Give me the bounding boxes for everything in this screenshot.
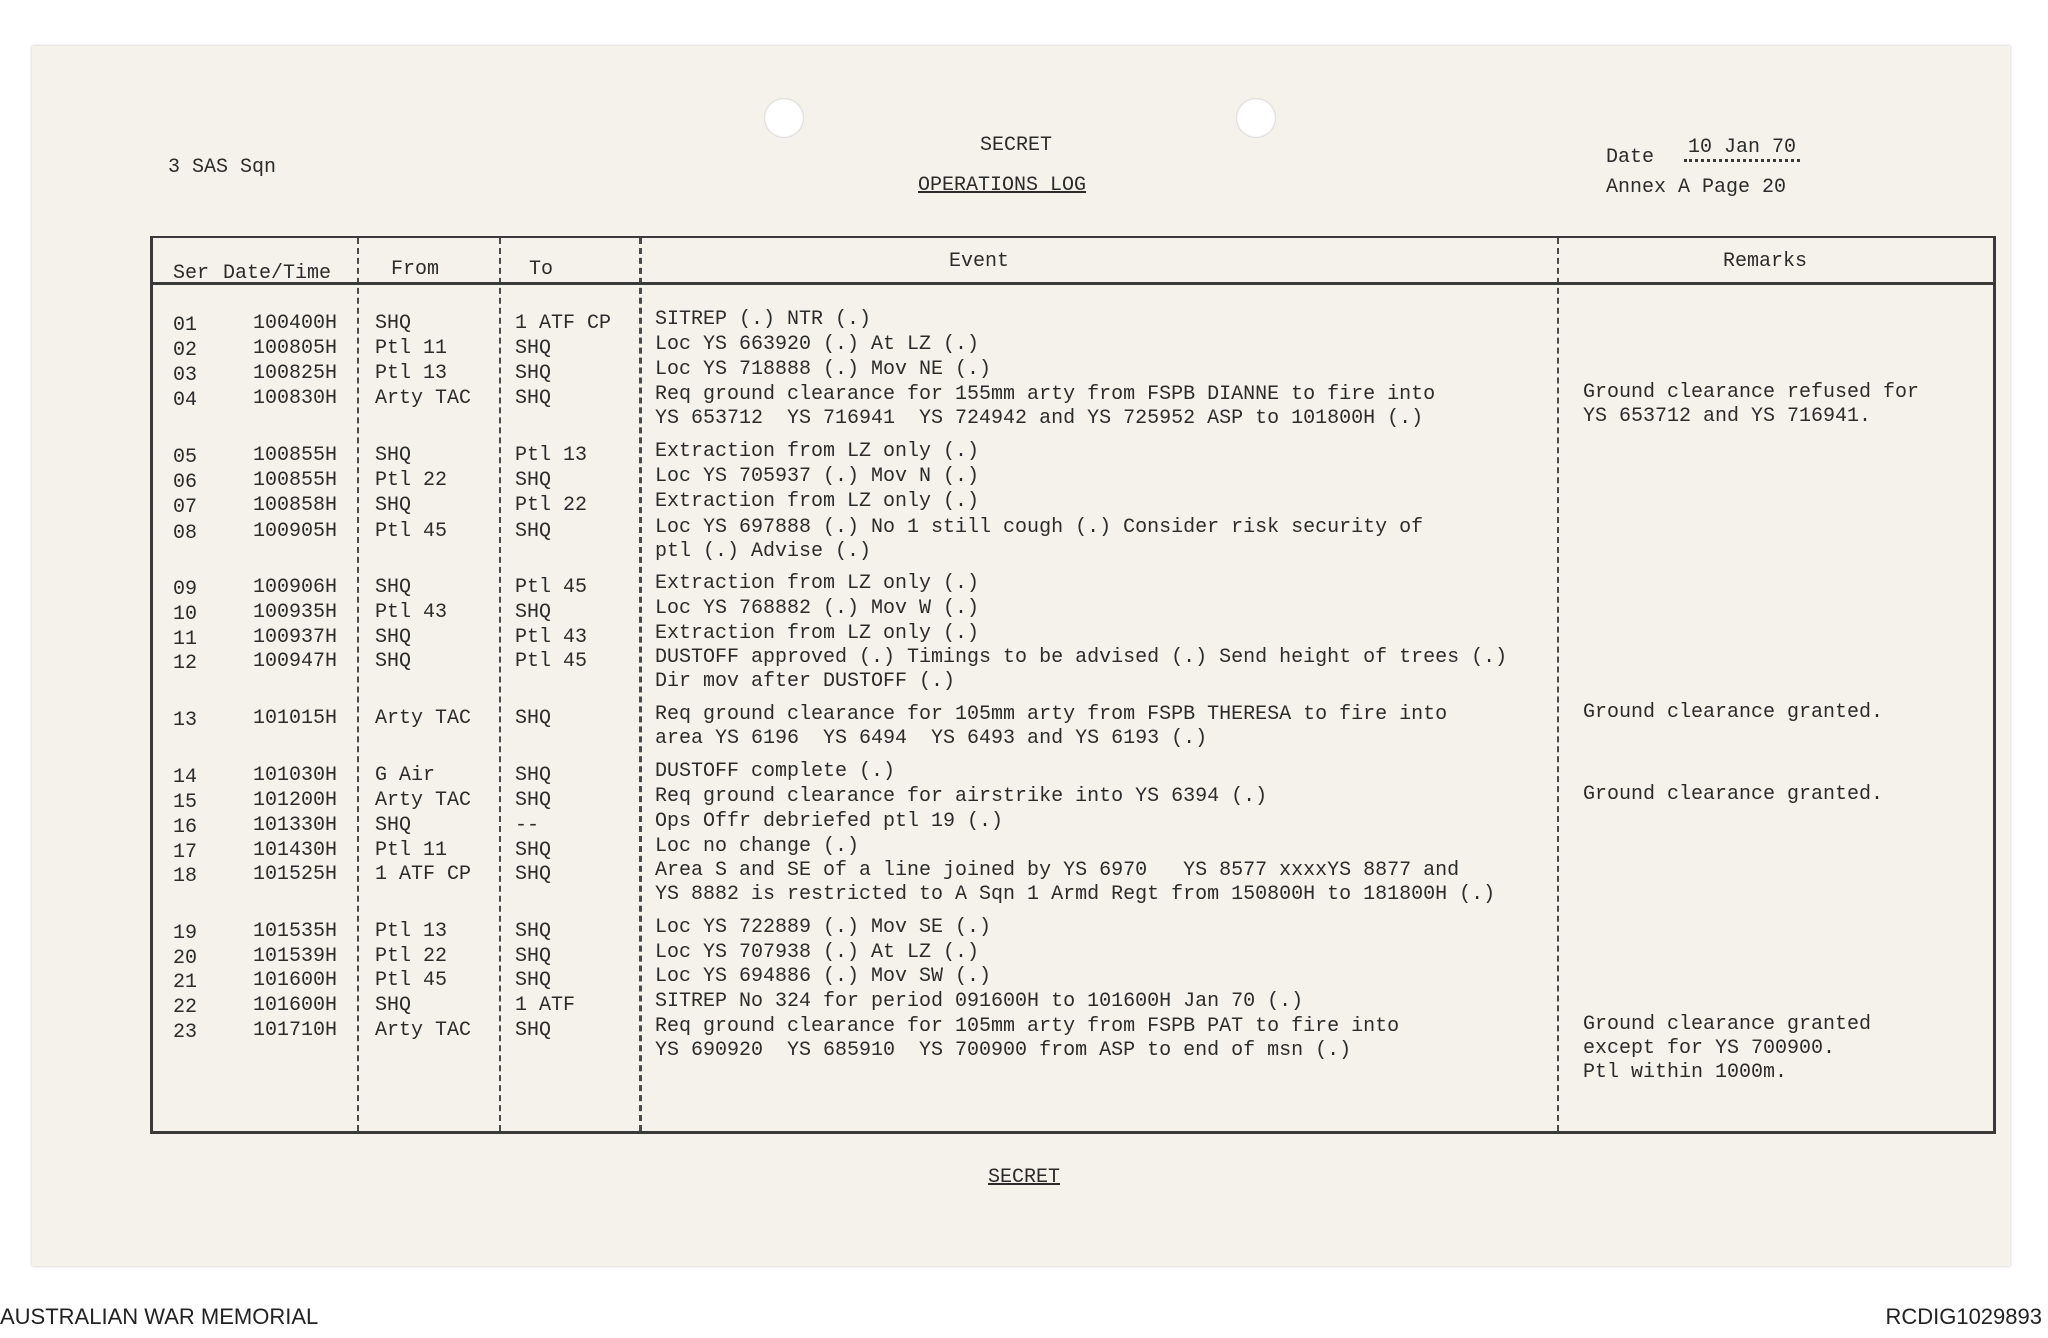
row-to: SHQ [515,337,552,360]
row-from: Ptl 11 [375,337,448,360]
row-event-line: Extraction from LZ only (.) [655,490,980,513]
column-divider [357,238,359,1131]
row-from: Arty TAC [375,789,472,812]
row-event-line: Req ground clearance for 105mm arty from FSPB PAT to fire into [655,1015,1400,1038]
footer-right: RCDIG1029893 [1885,1304,2042,1329]
row-datetime: 100905H [253,520,338,543]
row-serial: 21 [173,971,198,994]
classification-top: SECRET [980,134,1053,157]
row-from: Arty TAC [375,707,472,730]
row-datetime: 100830H [253,387,338,410]
row-serial: 22 [173,996,198,1019]
row-serial: 18 [173,865,198,888]
row-to: 1 ATF CP [515,312,612,335]
row-to: SHQ [515,601,552,624]
row-event-line: SITREP No 324 for period 091600H to 101600H Jan 70 (.) [655,990,1304,1013]
row-serial: 08 [173,522,198,545]
row-datetime: 100947H [253,650,338,673]
column-header-remarks: Remarks [1723,250,1808,273]
row-to: SHQ [515,920,552,943]
column-divider [499,238,501,1131]
row-to: SHQ [515,469,552,492]
row-from: Arty TAC [375,387,472,410]
row-to: SHQ [515,863,552,886]
column-divider [640,238,642,1131]
row-event-line: Loc YS 705937 (.) Mov N (.) [655,465,980,488]
row-from: Ptl 13 [375,362,448,385]
row-event-line: Dir mov after DUSTOFF (.) [655,670,956,693]
row-from: Ptl 22 [375,945,448,968]
classification-bottom: SECRET [988,1166,1061,1189]
row-datetime: 101600H [253,969,338,992]
unit-name: 3 SAS Sqn [168,156,277,179]
row-to: -- [515,814,540,837]
punch-hole-right [1236,98,1276,138]
row-serial: 20 [173,947,198,970]
row-datetime: 101535H [253,920,338,943]
row-from: Ptl 45 [375,520,448,543]
row-to: SHQ [515,969,552,992]
row-to: 1 ATF [515,994,576,1017]
row-event-line: Loc YS 697888 (.) No 1 still cough (.) Consider risk security of [655,516,1424,539]
row-from: Ptl 45 [375,969,448,992]
page-title: OPERATIONS LOG [918,174,1087,197]
row-to: Ptl 45 [515,576,588,599]
row-event-line: Loc YS 707938 (.) At LZ (.) [655,941,980,964]
row-from: SHQ [375,494,412,517]
row-datetime: 101430H [253,839,338,862]
row-event-line: Ops Offr debriefed ptl 19 (.) [655,810,1004,833]
column-header-from: From [391,258,440,281]
row-datetime: 101030H [253,764,338,787]
row-event-line: Extraction from LZ only (.) [655,622,980,645]
row-to: Ptl 45 [515,650,588,673]
row-datetime: 101330H [253,814,338,837]
column-header-ser: Ser [173,262,210,285]
row-serial: 03 [173,364,198,387]
row-to: SHQ [515,520,552,543]
row-datetime: 101539H [253,945,338,968]
row-event-line: Extraction from LZ only (.) [655,572,980,595]
row-datetime: 101200H [253,789,338,812]
row-remarks-line: Ground clearance granted. [1583,783,1884,806]
row-to: SHQ [515,707,552,730]
row-from: Ptl 13 [375,920,448,943]
row-event-line: SITREP (.) NTR (.) [655,308,872,331]
row-serial: 23 [173,1021,198,1044]
row-event-line: Area S and SE of a line joined by YS 6970 YS 8577 xxxxYS 8877 and [655,859,1460,882]
row-event-line: Loc YS 722889 (.) Mov SE (.) [655,916,992,939]
row-from: SHQ [375,626,412,649]
punch-hole-left [764,98,804,138]
column-header-to: To [529,258,554,281]
row-event-line: Req ground clearance for airstrike into YS 6394 (.) [655,785,1268,808]
row-serial: 07 [173,496,198,519]
header-rule [153,282,1993,285]
row-serial: 05 [173,446,198,469]
row-from: SHQ [375,444,412,467]
date-label: Date [1606,146,1655,169]
row-from: SHQ [375,994,412,1017]
row-to: Ptl 13 [515,444,588,467]
row-event-line: Loc no change (.) [655,835,860,858]
row-datetime: 100935H [253,601,338,624]
row-event-line: Loc YS 718888 (.) Mov NE (.) [655,358,992,381]
row-from: SHQ [375,576,412,599]
row-remarks-line: YS 653712 and YS 716941. [1583,405,1872,428]
row-from: Arty TAC [375,1019,472,1042]
column-divider [1557,238,1559,1131]
row-from: SHQ [375,814,412,837]
row-from: Ptl 11 [375,839,448,862]
row-remarks-line: except for YS 700900. [1583,1037,1836,1060]
row-to: SHQ [515,1019,552,1042]
row-to: SHQ [515,362,552,385]
row-datetime: 101525H [253,863,338,886]
row-datetime: 100858H [253,494,338,517]
row-datetime: 100400H [253,312,338,335]
row-from: Ptl 43 [375,601,448,624]
row-event-line: ptl (.) Advise (.) [655,540,872,563]
row-serial: 10 [173,603,198,626]
row-remarks-line: Ptl within 1000m. [1583,1061,1788,1084]
row-to: SHQ [515,945,552,968]
row-serial: 11 [173,628,198,651]
row-datetime: 101710H [253,1019,338,1042]
row-datetime: 100805H [253,337,338,360]
row-to: SHQ [515,839,552,862]
row-event-line: YS 690920 YS 685910 YS 700900 from ASP to end of msn (.) [655,1039,1352,1062]
row-serial: 06 [173,471,198,494]
row-serial: 13 [173,709,198,732]
column-header-event: Event [949,250,1010,273]
row-from: SHQ [375,312,412,335]
row-from: Ptl 22 [375,469,448,492]
operations-log-table [150,236,1996,1134]
row-remarks-line: Ground clearance granted. [1583,701,1884,724]
row-event-line: DUSTOFF complete (.) [655,760,896,783]
row-datetime: 100906H [253,576,338,599]
row-remarks-line: Ground clearance refused for [1583,381,1920,404]
row-event-line: Loc YS 663920 (.) At LZ (.) [655,333,980,356]
row-serial: 01 [173,314,198,337]
row-datetime: 100855H [253,469,338,492]
row-serial: 02 [173,339,198,362]
row-event-line: Req ground clearance for 155mm arty from FSPB DIANNE to fire into [655,383,1436,406]
row-serial: 12 [173,652,198,675]
row-serial: 15 [173,791,198,814]
row-event-line: Req ground clearance for 105mm arty from FSPB THERESA to fire into [655,703,1448,726]
row-datetime: 100855H [253,444,338,467]
row-datetime: 100825H [253,362,338,385]
row-serial: 09 [173,578,198,601]
row-serial: 17 [173,841,198,864]
row-to: SHQ [515,789,552,812]
row-from: G Air [375,764,436,787]
column-header-datetime: Date/Time [223,262,332,285]
date-value: 10 Jan 70 [1684,136,1800,162]
row-event-line: Extraction from LZ only (.) [655,440,980,463]
row-from: 1 ATF CP [375,863,472,886]
row-remarks-line: Ground clearance granted [1583,1013,1872,1036]
row-event-line: Loc YS 768882 (.) Mov W (.) [655,597,980,620]
row-serial: 14 [173,766,198,789]
row-event-line: DUSTOFF approved (.) Timings to be advised (.) Send height of trees (.) [655,646,1508,669]
row-event-line: YS 8882 is restricted to A Sqn 1 Armd Regt from 150800H to 181800H (.) [655,883,1496,906]
row-datetime: 100937H [253,626,338,649]
row-event-line: Loc YS 694886 (.) Mov SW (.) [655,965,992,988]
footer-left: AUSTRALIAN WAR MEMORIAL [0,1304,319,1329]
row-to: Ptl 22 [515,494,588,517]
row-from: SHQ [375,650,412,673]
row-to: SHQ [515,764,552,787]
row-serial: 19 [173,922,198,945]
row-to: SHQ [515,387,552,410]
row-serial: 16 [173,816,198,839]
annex-reference: Annex A Page 20 [1606,176,1787,199]
row-to: Ptl 43 [515,626,588,649]
row-serial: 04 [173,389,198,412]
row-datetime: 101600H [253,994,338,1017]
row-datetime: 101015H [253,707,338,730]
row-event-line: YS 653712 YS 716941 YS 724942 and YS 725952 ASP to 101800H (.) [655,407,1424,430]
row-event-line: area YS 6196 YS 6494 YS 6493 and YS 6193 (.) [655,727,1208,750]
